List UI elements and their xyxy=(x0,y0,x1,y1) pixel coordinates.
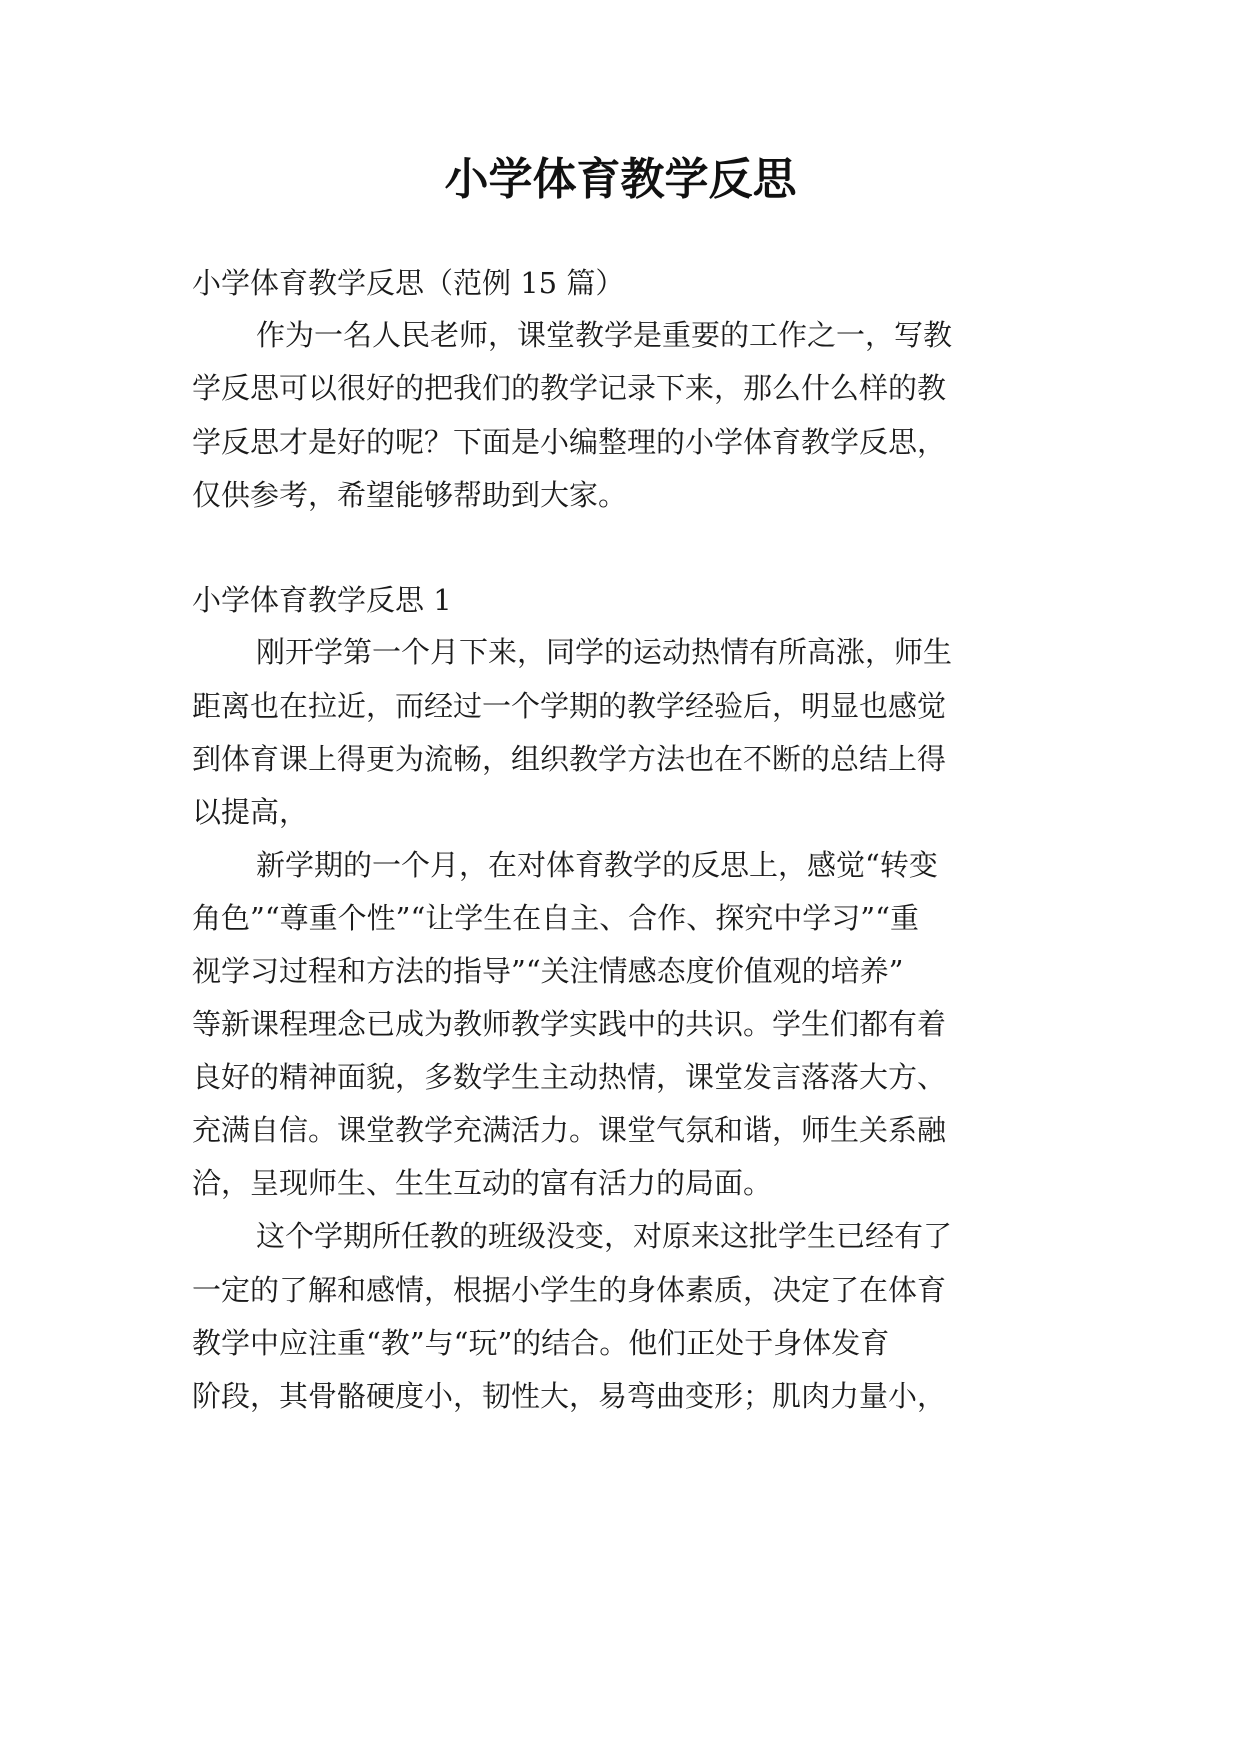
paragraph3-line: 这个学期所任教的班级没变，对原来这批学生已经有了 xyxy=(256,1219,953,1253)
paragraph2-line: 角色”“尊重个性”“让学生在自主、合作、探究中学习”“重 xyxy=(192,901,919,935)
intro-line: 学反思可以很好的把我们的教学记录下来，那么什么样的教 xyxy=(192,371,947,405)
paragraph1-line: 到体育课上得更为流畅，组织教学方法也在不断的总结上得 xyxy=(192,742,947,776)
paragraph2-line: 充满自信。课堂教学充满活力。课堂气氛和谐，师生关系融 xyxy=(192,1113,947,1147)
paragraph1-line: 距离也在拉近，而经过一个学期的教学经验后，明显也感觉 xyxy=(192,689,947,723)
document-subtitle: 小学体育教学反思（范例 15 篇） xyxy=(192,266,625,300)
section-heading: 小学体育教学反思 1 xyxy=(192,583,452,617)
paragraph2-line: 洽，呈现师生、生生互动的富有活力的局面。 xyxy=(192,1166,773,1200)
paragraph2-line: 良好的精神面貌，多数学生主动热情，课堂发言落落大方、 xyxy=(192,1060,947,1094)
intro-line: 学反思才是好的呢？下面是小编整理的小学体育教学反思， xyxy=(192,425,947,459)
paragraph2-line: 等新课程理念已成为教师教学实践中的共识。学生们都有着 xyxy=(192,1007,947,1041)
document-title: 小学体育教学反思 xyxy=(444,154,797,205)
paragraph3-line: 阶段，其骨骼硬度小，韧性大，易弯曲变形；肌肉力量小， xyxy=(192,1379,947,1413)
paragraph2-line: 视学习过程和方法的指导”“关注情感态度价值观的培养” xyxy=(192,954,904,988)
paragraph2-line: 新学期的一个月，在对体育教学的反思上，感觉“转变 xyxy=(256,848,938,882)
paragraph1-line: 刚开学第一个月下来，同学的运动热情有所高涨，师生 xyxy=(256,635,953,669)
intro-line: 作为一名人民老师，课堂教学是重要的工作之一，写教 xyxy=(256,318,953,352)
intro-line: 仅供参考，希望能够帮助到大家。 xyxy=(192,478,628,512)
paragraph3-line: 教学中应注重“教”与“玩”的结合。他们正处于身体发育 xyxy=(192,1326,890,1360)
paragraph1-line: 以提高， xyxy=(192,795,309,829)
paragraph3-line: 一定的了解和感情，根据小学生的身体素质，决定了在体育 xyxy=(192,1273,947,1307)
